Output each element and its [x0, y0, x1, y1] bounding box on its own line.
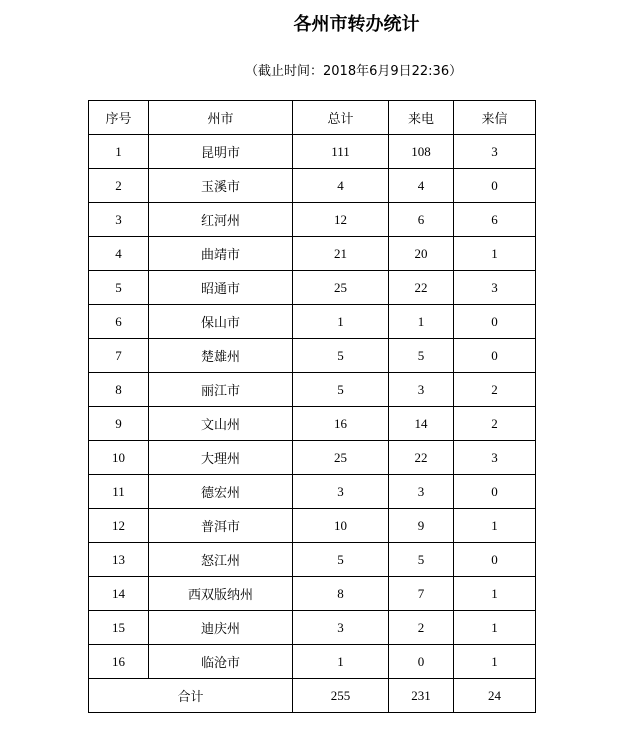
row-calls: 1 [389, 305, 454, 339]
row-letters: 0 [454, 339, 536, 373]
table-row [89, 271, 536, 305]
statistics-table [88, 100, 536, 713]
row-no: 12 [89, 509, 149, 543]
row-letters: 0 [454, 475, 536, 509]
row-no: 13 [89, 543, 149, 577]
header-letters: 来信 [454, 101, 536, 135]
row-no: 16 [89, 645, 149, 679]
table-row [89, 509, 536, 543]
row-calls: 9 [389, 509, 454, 543]
row-city: 临沧市 [149, 645, 293, 679]
row-city: 德宏州 [149, 475, 293, 509]
table-row [89, 305, 536, 339]
table-row [89, 407, 536, 441]
row-calls: 5 [389, 543, 454, 577]
row-total: 25 [293, 271, 389, 305]
row-city: 楚雄州 [149, 339, 293, 373]
row-letters: 3 [454, 441, 536, 475]
row-city: 昆明市 [149, 135, 293, 169]
summary-letters: 24 [454, 679, 536, 713]
row-calls: 0 [389, 645, 454, 679]
table-row [89, 203, 536, 237]
row-letters: 1 [454, 611, 536, 645]
row-no: 6 [89, 305, 149, 339]
table-row [89, 169, 536, 203]
row-city: 大理州 [149, 441, 293, 475]
row-total: 21 [293, 237, 389, 271]
row-city: 文山州 [149, 407, 293, 441]
row-letters: 1 [454, 577, 536, 611]
row-city: 怒江州 [149, 543, 293, 577]
row-city: 红河州 [149, 203, 293, 237]
row-total: 111 [293, 135, 389, 169]
row-letters: 1 [454, 645, 536, 679]
table-row [89, 135, 536, 169]
row-no: 8 [89, 373, 149, 407]
cutoff-time: （截止时间：2018年6月9日22:36） [245, 64, 463, 79]
row-calls: 6 [389, 203, 454, 237]
row-total: 3 [293, 475, 389, 509]
row-city: 玉溪市 [149, 169, 293, 203]
row-city: 丽江市 [149, 373, 293, 407]
summary-total: 255 [293, 679, 389, 713]
row-no: 9 [89, 407, 149, 441]
table-row [89, 543, 536, 577]
table-row [89, 373, 536, 407]
row-calls: 20 [389, 237, 454, 271]
row-letters: 1 [454, 509, 536, 543]
table-row [89, 339, 536, 373]
table-row [89, 577, 536, 611]
row-total: 1 [293, 305, 389, 339]
header-row [89, 101, 536, 135]
table-row [89, 237, 536, 271]
row-calls: 5 [389, 339, 454, 373]
row-letters: 2 [454, 373, 536, 407]
row-calls: 3 [389, 373, 454, 407]
row-no: 3 [89, 203, 149, 237]
row-city: 迪庆州 [149, 611, 293, 645]
row-letters: 0 [454, 543, 536, 577]
summary-row [89, 679, 536, 713]
row-no: 15 [89, 611, 149, 645]
row-no: 2 [89, 169, 149, 203]
row-calls: 7 [389, 577, 454, 611]
row-total: 4 [293, 169, 389, 203]
table-row [89, 611, 536, 645]
row-calls: 22 [389, 271, 454, 305]
header-total: 总计 [293, 101, 389, 135]
row-total: 5 [293, 373, 389, 407]
row-no: 7 [89, 339, 149, 373]
header-calls: 来电 [389, 101, 454, 135]
row-letters: 2 [454, 407, 536, 441]
row-total: 16 [293, 407, 389, 441]
row-total: 5 [293, 543, 389, 577]
row-total: 1 [293, 645, 389, 679]
table-row [89, 645, 536, 679]
row-city: 普洱市 [149, 509, 293, 543]
table-row [89, 475, 536, 509]
row-city: 昭通市 [149, 271, 293, 305]
row-no: 1 [89, 135, 149, 169]
row-city: 曲靖市 [149, 237, 293, 271]
title-text: 各州市转办统计 [293, 14, 420, 35]
row-calls: 108 [389, 135, 454, 169]
page-title [0, 10, 619, 36]
header-no: 序号 [89, 101, 149, 135]
row-no: 4 [89, 237, 149, 271]
header-city: 州市 [149, 101, 293, 135]
row-letters: 3 [454, 271, 536, 305]
row-no: 11 [89, 475, 149, 509]
row-total: 3 [293, 611, 389, 645]
row-city: 西双版纳州 [149, 577, 293, 611]
row-total: 5 [293, 339, 389, 373]
row-calls: 22 [389, 441, 454, 475]
summary-calls: 231 [389, 679, 454, 713]
row-total: 10 [293, 509, 389, 543]
row-no: 5 [89, 271, 149, 305]
table-row [89, 441, 536, 475]
summary-label: 合计 [89, 679, 293, 713]
row-calls: 14 [389, 407, 454, 441]
row-total: 12 [293, 203, 389, 237]
row-calls: 4 [389, 169, 454, 203]
row-letters: 6 [454, 203, 536, 237]
row-calls: 2 [389, 611, 454, 645]
row-calls: 3 [389, 475, 454, 509]
row-total: 8 [293, 577, 389, 611]
row-no: 14 [89, 577, 149, 611]
row-letters: 3 [454, 135, 536, 169]
row-letters: 0 [454, 169, 536, 203]
row-total: 25 [293, 441, 389, 475]
row-no: 10 [89, 441, 149, 475]
row-letters: 0 [454, 305, 536, 339]
row-city: 保山市 [149, 305, 293, 339]
row-letters: 1 [454, 237, 536, 271]
